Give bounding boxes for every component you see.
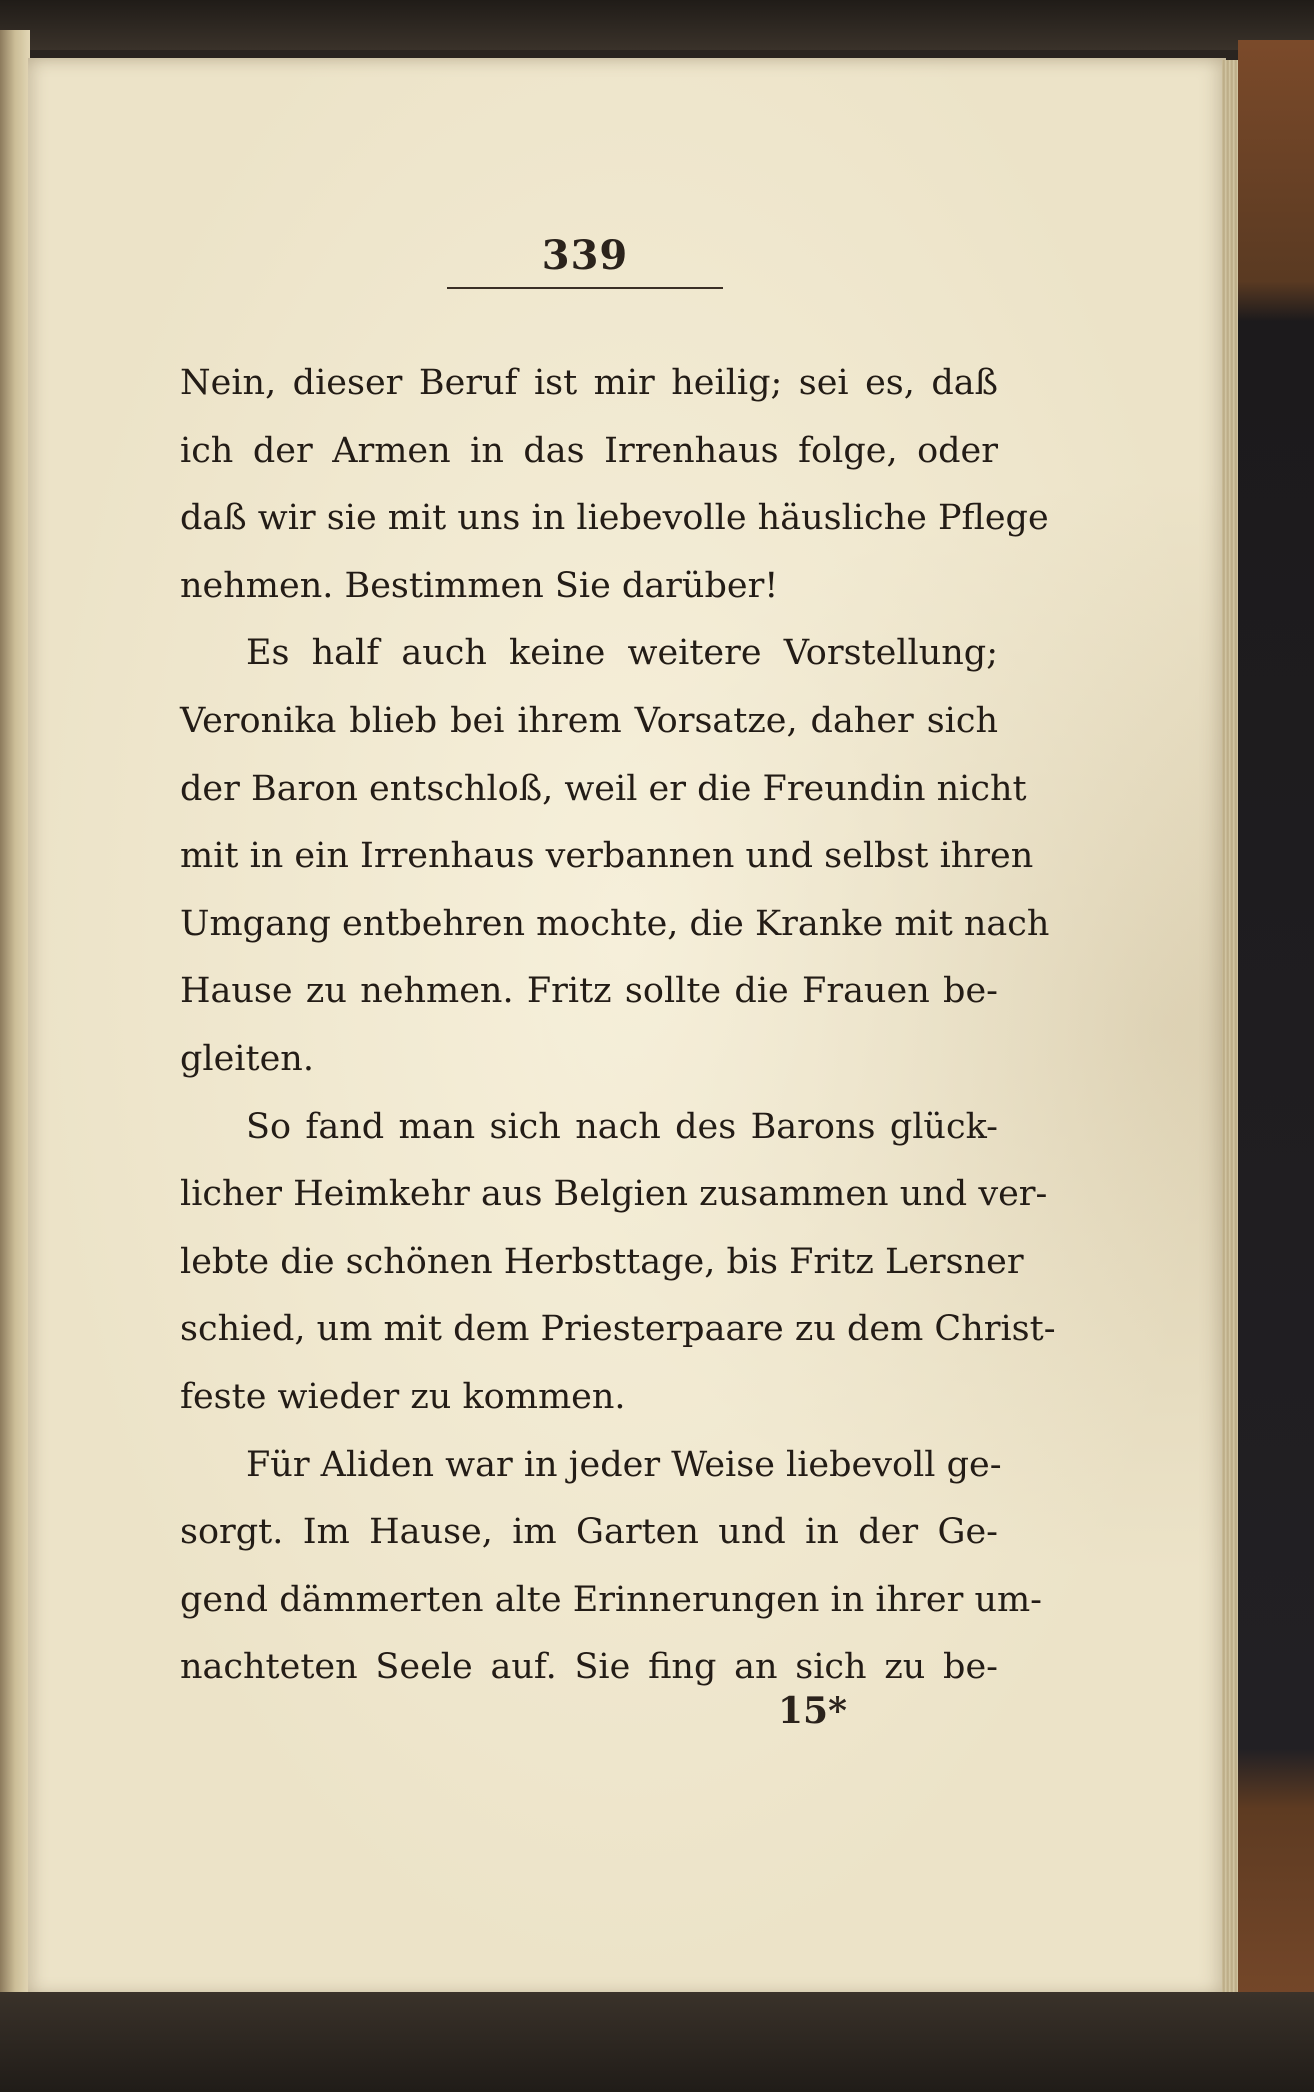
text-line: nehmen. Bestimmen Sie darüber!: [180, 565, 779, 606]
text-line: der Baron entschloß, weil er die Freundin nicht: [180, 768, 1027, 809]
text-line: So fand man sich nach des Barons glück-: [246, 1106, 998, 1147]
text-line: Es half auch keine weitere Vorstellung;: [246, 633, 998, 674]
text-line: feste wieder zu kommen.: [180, 1376, 626, 1417]
text-line: mit in ein Irrenhaus verbannen und selbst ihren: [180, 836, 1034, 877]
scan-bottom-border: [0, 1992, 1314, 2092]
text-line: Nein, dieser Beruf ist mir heilig; sei es, daß: [180, 363, 998, 403]
scan-top-border: [0, 0, 1314, 50]
text-line: gend dämmerten alte Erinnerungen in ihrer um-: [180, 1579, 1043, 1620]
text-line: licher Heimkehr aus Belgien zusammen und ver-: [180, 1174, 1048, 1215]
body-text: [180, 350, 1056, 1702]
text-line: daß wir sie mit uns in liebevolle häusliche Pflege: [180, 498, 1049, 539]
book-cover-edge: [1238, 40, 1314, 2050]
text-line: Umgang entbehren mochte, die Kranke mit nach: [180, 903, 1050, 944]
text-line: Hause zu nehmen. Fritz sollte die Frauen be-: [180, 971, 998, 1012]
text-line: nachteten Seele auf. Sie fing an sich zu be-: [180, 1647, 998, 1688]
text-line: Für Aliden war in jeder Weise liebevoll ge-: [246, 1444, 1002, 1485]
text-line: gleiten.: [180, 1038, 314, 1079]
text-line: Veronika blieb bei ihrem Vorsatze, daher sich: [180, 700, 998, 741]
text-line: lebte die schönen Herbsttage, bis Fritz Lersner: [180, 1241, 1024, 1282]
text-line: schied, um mit dem Priesterpaare zu dem Christ-: [180, 1309, 1056, 1350]
page-header: [447, 232, 723, 289]
previous-page-edge: [0, 30, 30, 2020]
page-number: 339: [541, 232, 629, 279]
header-rule: [447, 287, 723, 289]
printer-signature-mark: 15*: [778, 1690, 847, 1732]
text-line: sorgt. Im Hause, im Garten und in der Ge-: [180, 1512, 998, 1553]
text-line: ich der Armen in das Irrenhaus folge, oder: [180, 430, 998, 471]
